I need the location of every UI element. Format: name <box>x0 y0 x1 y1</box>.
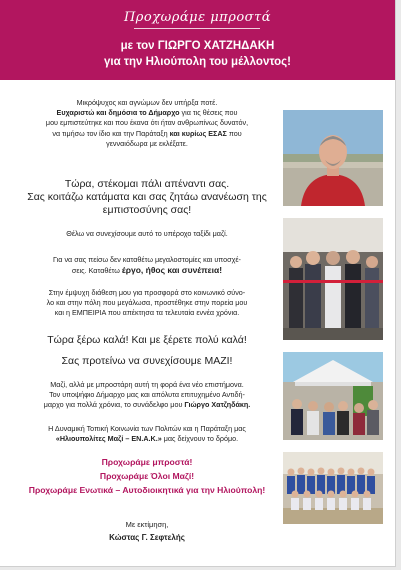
text-line <box>12 108 282 118</box>
text-line: Για να σας πείσω δεν καταθέτω μεγαλοστομίες και υποσχέ- <box>53 255 241 264</box>
outdoor-event-image <box>283 352 383 440</box>
text-line: Τον υποψήφιο Δήμαρχο μας και απόλυτα επιτυχημένο Αντιδή- <box>49 390 245 400</box>
header-slogan: Προχωράμε μπροστά <box>123 10 272 25</box>
paragraph-trust <box>12 178 282 217</box>
text-line: και η ΕΜΠΕΙΡΙΑ που απέκτησα τα τελευταία εννέα χρόνια. <box>54 308 240 318</box>
bold-text: έργο, ήθος και συνέπεια! <box>121 265 223 276</box>
bold-text: «Ηλιουπολίτες Μαζί – ΕΝ.Α.Κ.» <box>55 434 162 444</box>
text-line: Στην έμψυχη διάθεση μου για προσφορά στο κοινωνικό σύνο- <box>48 288 246 297</box>
paragraph-intro <box>12 98 282 149</box>
outdoor-event-photo <box>283 352 383 440</box>
text-line: Μικρόψυχος και αγνώμων δεν υπήρξα ποτέ. <box>76 98 218 107</box>
text-line: Σας κοιτάζω κατάματα και σας ζητάω ανανέωση της <box>27 191 267 203</box>
text-line: λο και στην πόλη που μεγάλωσα, προστέθηκε στην πορεία μου <box>46 298 248 308</box>
paragraph-party <box>12 424 282 444</box>
header-banner <box>0 0 395 80</box>
slogan-2: Προχωράμε Όλοι Μαζί! <box>99 471 195 481</box>
paragraph-together: Σας προτείνω να συνεχίσουμε ΜΑΖΙ! <box>61 355 233 367</box>
header-line-2: για την Ηλιούπολη του μέλλοντος! <box>103 56 291 68</box>
closing-phrase: Με εκτίμηση, <box>125 520 169 529</box>
portrait-photo-image <box>283 110 383 206</box>
text-line <box>12 265 282 276</box>
text-line: Τώρα, στέκομαι πάλι απέναντι σας. <box>64 178 230 190</box>
text-span: για τις θέσεις που <box>179 108 238 118</box>
header-line-1: με τον ΓΙΩΡΓΟ ΧΑΤΖΗΔΑΚΗ <box>120 40 275 52</box>
ribbon-cutting-image <box>283 218 383 340</box>
ribbon-cutting-photo <box>283 218 383 340</box>
text-line: μου εμπιστεύτηκε και που έκανα ότι ήταν ανθρωπίνως δυνατόν, <box>45 118 249 128</box>
paragraph-experience <box>12 288 282 319</box>
bold-text: Γιώργο Χατζηδάκη. <box>184 400 251 410</box>
paragraph-new-leader <box>12 380 282 411</box>
signature-name: Κώστας Γ. Σεφτελής <box>109 533 185 542</box>
team-group-photo <box>283 452 383 524</box>
slogan-underline <box>134 28 260 29</box>
text-line <box>12 400 282 410</box>
closing-slogans <box>12 455 282 497</box>
team-group-image <box>283 452 383 524</box>
bold-text: και κυρίως ΕΣΑΣ <box>169 128 227 138</box>
text-span: σεις. Καταθέτω <box>71 266 122 276</box>
text-line: Μαζί, αλλά με μπροστάρη αυτή τη φορά ένα νέο επιστήμονα. <box>50 380 244 389</box>
text-line: γενναιόδωρα με εκλέξατε. <box>106 138 188 148</box>
portrait-photo <box>283 110 383 206</box>
text-line <box>12 434 282 444</box>
slogan-1: Προχωράμε μπροστά! <box>101 457 193 467</box>
paragraph-know-well: Τώρα ξέρω καλά! Και με ξέρετε πολύ καλά! <box>47 334 247 346</box>
paragraph-promises <box>12 255 282 276</box>
text-span: μας δείχνουν το δρόμο. <box>161 434 239 444</box>
bold-text: Ευχαριστώ και δημόσια το Δήμαρχο <box>56 108 180 118</box>
slogan-3: Προχωράμε Ενωτικά – Αυτοδιοικητικά για την Ηλιούπολη! <box>28 485 266 495</box>
text-line: Η Δυναμική Τοπική Κοινωνία των Πολιτών και η Παράταξη μας <box>48 424 246 433</box>
text-span: μαρχο για πολλά χρόνια, το συνάδελφο μου <box>43 400 185 410</box>
text-line <box>12 129 282 139</box>
text-line: εμπιστοσύνης σας! <box>102 204 192 216</box>
text-span: να τιμήσω τον ίδιο και την Παράταξη <box>52 128 170 138</box>
text-span: που <box>226 128 242 138</box>
paragraph-journey: Θέλω να συνεχίσουμε αυτό το υπέροχο ταξίδι μαζί. <box>66 229 228 238</box>
